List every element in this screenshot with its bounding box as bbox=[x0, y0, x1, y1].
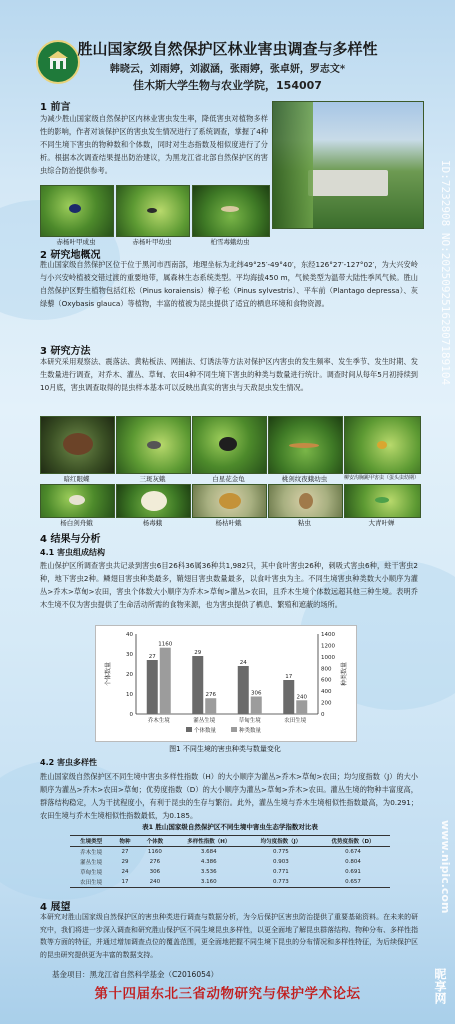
ecological-index-table bbox=[70, 835, 390, 888]
moth-shape bbox=[69, 495, 85, 505]
table-header-cell: 生境类型 bbox=[80, 839, 103, 845]
y-tick-label-left: 0 bbox=[129, 712, 133, 718]
table-cell: 3.536 bbox=[200, 869, 217, 875]
x-tick-label: 乔木生境 bbox=[147, 718, 170, 724]
tree-foliage bbox=[273, 102, 313, 228]
photo-moth bbox=[116, 416, 191, 474]
table-row bbox=[70, 867, 390, 877]
table-row bbox=[70, 847, 390, 858]
table-cell: 乔木生境 bbox=[80, 850, 103, 856]
caterpillar-shape bbox=[221, 206, 239, 212]
y-axis-right-title: 种类数量 bbox=[341, 661, 348, 687]
data-label: 276 bbox=[205, 692, 216, 699]
chart-caption: 图1 不同生境的害虫种类与数量变化 bbox=[169, 745, 281, 753]
table-cell: 0.804 bbox=[345, 859, 361, 865]
table-cell: 1160 bbox=[147, 849, 162, 855]
bar-individual-count bbox=[283, 680, 294, 714]
table-header-row bbox=[70, 836, 390, 847]
legend-swatch bbox=[186, 727, 192, 732]
data-label: 1160 bbox=[158, 641, 173, 648]
chart-canvas bbox=[96, 626, 356, 741]
y-axis-left-title: 个体数量 bbox=[105, 661, 112, 687]
table-cell: 3.684 bbox=[200, 849, 217, 855]
photo-caption: 大青叶蝉 bbox=[368, 519, 395, 527]
photo-alder-leaf-beetle-adult bbox=[40, 185, 114, 237]
table-cell: 0.771 bbox=[273, 869, 289, 875]
diversity-paragraph: 胜山国家级自然保护区不同生境中害虫多样性指数（H）的大小顺序为灌丛>乔木>草甸>农田；均匀度指数（J）的大小顺序为灌丛>乔木>农田>草甸；优势度指数（D）的大小顺序为灌丛>草甸>乔木>农田。灌丛生境的物种丰富度高，群落结构稳定，人为干扰程度小，有利于昆虫的生存与繁衍。此外，灌丛生境与乔木生境相似性指数最高，为0.291；农田生境与乔木生境相似性指数最低，为0.185。 bbox=[40, 772, 418, 820]
table-cell: 草甸生境 bbox=[80, 870, 103, 876]
table-cell: 0.691 bbox=[345, 869, 361, 875]
methods-paragraph: 本研究采用观察法、震落法、黄粘板法、网捕法、灯诱法等方法对保护区内害虫的发生频率、发生季节、发生时期、发生数量进行调查，对乔木、灌丛、草甸、农田4种不同生境下害虫的种类与数量进行统计。调查时间从每年5月初持续到10月底，害虫调查取得的昆虫样本基本可以反映出真实的害虫与天敌昆虫发生情况。 bbox=[40, 357, 418, 392]
table-cell: 24 bbox=[121, 869, 129, 875]
photo-caption: 柏雪毒蛾幼虫 bbox=[210, 238, 250, 246]
y-tick-label-right: 800 bbox=[321, 666, 332, 673]
bar-species-count bbox=[251, 697, 262, 714]
table-cell: 3.160 bbox=[200, 879, 217, 885]
photo-dagger-moth-larva bbox=[268, 416, 343, 474]
table-header-cell: 多样性指数（H） bbox=[187, 839, 231, 845]
y-tick-label-left: 40 bbox=[126, 632, 133, 638]
stone-monument bbox=[308, 170, 388, 196]
table-header-cell: 物种 bbox=[119, 839, 131, 845]
photo-moth-larva bbox=[192, 185, 270, 237]
table-row bbox=[70, 877, 390, 888]
data-label: 29 bbox=[194, 650, 202, 656]
photo-ringlet-butterfly bbox=[40, 416, 115, 474]
photo-caption: 桃剑纹夜蛾幼虫 bbox=[281, 475, 328, 483]
table-cell: 灌丛生境 bbox=[80, 860, 103, 866]
data-label: 24 bbox=[239, 660, 247, 666]
table-cell: 17 bbox=[121, 879, 129, 885]
data-label: 17 bbox=[285, 674, 293, 680]
table-cell: 农田生境 bbox=[80, 880, 103, 886]
photo-flower-chafer bbox=[192, 416, 267, 474]
y-tick-label-right: 200 bbox=[321, 700, 332, 707]
photo-tussock-moth bbox=[116, 484, 191, 518]
photo-armyworm bbox=[268, 484, 343, 518]
section-heading-methods: 3 研究方法 bbox=[40, 346, 91, 357]
watermark-id: ID:7232908 NO:20250925162807189104 bbox=[439, 160, 452, 386]
bar-individual-count bbox=[147, 660, 158, 714]
x-tick-label: 农田生境 bbox=[284, 718, 307, 724]
table-cell: 0.674 bbox=[345, 849, 361, 855]
photo-caption: 白星花金龟 bbox=[212, 475, 245, 483]
beetle-shape bbox=[377, 441, 387, 449]
data-label: 240 bbox=[296, 694, 307, 701]
photo-caption: 赤杨叶甲成虫 bbox=[56, 238, 96, 246]
watermark-brand: 昵享网 bbox=[433, 968, 447, 1004]
photo-leafhopper bbox=[344, 484, 421, 518]
bar-species-count bbox=[205, 698, 216, 714]
y-tick-label-right: 1200 bbox=[321, 643, 335, 650]
table-cell: 240 bbox=[149, 879, 161, 885]
funding-note: 基金项目：黑龙江省自然科学基金（C2016054） bbox=[52, 970, 219, 979]
x-tick-label: 灌丛生境 bbox=[193, 718, 216, 724]
legend-label: 个体数量 bbox=[194, 728, 217, 734]
y-tick-label-left: 30 bbox=[126, 652, 133, 658]
subsection-heading-diversity: 4.2 害虫多样性 bbox=[40, 758, 97, 767]
section-heading-study-area: 2 研究地概况 bbox=[40, 250, 101, 261]
larva-shape bbox=[289, 443, 319, 448]
chafer-shape bbox=[219, 437, 237, 451]
photo-caption: 杨白剑舟蛾 bbox=[60, 519, 93, 527]
photo-caption: 赤杨叶甲幼虫 bbox=[132, 238, 172, 246]
legend-swatch bbox=[231, 727, 237, 732]
table-cell: 306 bbox=[149, 869, 161, 875]
moth-shape bbox=[299, 493, 313, 509]
y-tick-label-left: 10 bbox=[126, 692, 133, 698]
y-tick-label-right: 400 bbox=[321, 689, 332, 696]
reserve-monument-photo bbox=[272, 101, 424, 229]
moth-shape bbox=[147, 441, 161, 449]
moth-shape bbox=[219, 493, 241, 509]
section-heading-intro: 1 前言 bbox=[40, 102, 71, 113]
photo-flea-beetle bbox=[344, 416, 421, 474]
bar-individual-count bbox=[238, 666, 249, 714]
y-tick-label-right: 1400 bbox=[321, 632, 335, 638]
photo-alder-leaf-beetle-larva bbox=[116, 185, 190, 237]
photo-caption: 暗红眼蝶 bbox=[63, 475, 90, 483]
table-cell: 4.386 bbox=[200, 859, 217, 865]
photo-caption: 柳安沟胸跳甲害虫（蛋头虫幼期） bbox=[344, 475, 420, 481]
larva-shape bbox=[147, 208, 157, 213]
table-cell: 0.773 bbox=[273, 879, 289, 885]
data-label: 306 bbox=[251, 690, 262, 697]
section-heading-outlook: 4 展望 bbox=[40, 902, 71, 913]
photo-prominent-moth bbox=[40, 484, 115, 518]
table-cell: 0.903 bbox=[273, 859, 289, 865]
photo-lappet-moth bbox=[192, 484, 267, 518]
legend-label: 种类数量 bbox=[239, 728, 262, 734]
composition-paragraph: 胜山保护区所调查害虫共记录到害虫6目26科36属36种共1,982只，其中食叶害虫26种，刺吸式害虫6种，蛀干害虫2种，地下害虫2种。鳞翅目害虫种类最多，鞘翅目害虫数量最多，以食叶害虫为主。不同生境害虫种类数大小顺序为灌丛>乔木>草甸>农田，害虫个体数大小顺序为乔木>草甸>灌丛>农田，且乔木生境个体数远超其他三种生境。表明乔木生境不仅为害虫提供了生命活动所需的食物来源，也为害虫提供了栖息、繁殖和遮蔽的场所。 bbox=[40, 561, 418, 609]
poster-title: 胜山国家级自然保护区林业害虫调查与多样性 bbox=[77, 40, 378, 58]
table-caption: 表1 胜山国家级自然保护区不同生境中害虫生态学指数对比表 bbox=[142, 823, 318, 831]
table-cell: 29 bbox=[121, 859, 129, 865]
data-label: 27 bbox=[148, 654, 156, 660]
y-tick-label-right: 1000 bbox=[321, 654, 335, 661]
subsection-heading-composition: 4.1 害虫组成结构 bbox=[40, 548, 105, 557]
bar-species-count bbox=[296, 700, 307, 714]
y-tick-label-left: 20 bbox=[126, 672, 133, 678]
section-heading-results: 4 结果与分析 bbox=[40, 534, 101, 545]
author-list: 韩晓云，刘雨婷，刘淑涵，张雨婷，张卓妍，罗志文* bbox=[109, 64, 346, 75]
conference-banner: 第十四届东北三省动物研究与保护学术论坛 bbox=[94, 986, 361, 1002]
table-cell: 276 bbox=[149, 859, 161, 865]
bar-species-count bbox=[160, 648, 171, 714]
y-tick-label-right: 600 bbox=[321, 677, 332, 684]
photo-caption: 粘虫 bbox=[298, 519, 311, 527]
table-header-cell: 个体数 bbox=[146, 839, 164, 845]
table-row bbox=[70, 857, 390, 867]
species-bar-chart bbox=[95, 625, 357, 742]
butterfly-shape bbox=[63, 433, 93, 455]
photo-caption: 杨枯叶蛾 bbox=[215, 519, 242, 527]
table-cell: 0.657 bbox=[345, 879, 361, 885]
table-header-cell: 均匀度指数（J） bbox=[260, 839, 302, 845]
outlook-paragraph: 本研究对胜山国家级自然保护区的害虫种类进行调查与数据分析，为今后保护区害虫防治提供了重要基础资料。在未来的研究中，我们将进一步深入调查和研究胜山保护区不同生境昆虫多样性，以更全面地了解昆虫群落结构、物种分布、多样性指数等方面的特征，并通过增加调查点位的覆盖范围，更全面地把握不同生境下昆虫的分布情况和多样性特征，为后续保护区的昆虫研究提供更为丰富的数据支持。 bbox=[40, 913, 418, 959]
photo-caption: 杨毒蛾 bbox=[142, 519, 163, 527]
affiliation: 佳木斯大学生物与农业学院，154007 bbox=[133, 79, 322, 92]
moth-shape bbox=[141, 491, 167, 511]
intro-paragraph: 为减少胜山国家级自然保护区内林业害虫发生率，降低害虫对植物多样性的影响，作者对该保护区的害虫发生情况进行了系统调查，掌握了4种不同生境下害虫的物种数和个体数，同时对生态指数及相似度进行了分析。根据本次调查结果提出防治建议，为黑龙江省北部自然保护区的害虫综合防治提供参考。 bbox=[40, 114, 268, 175]
leafhopper-shape bbox=[375, 497, 389, 503]
study-area-paragraph: 胜山国家级自然保护区位于位于黑河市西南部，地理坐标为北纬49°25′-49°40′，东经126°27′-127°02′，为大兴安岭与小兴安岭植被交错过渡的重要地带，属森林生态系统类型。平均海拔450 m，气候类型为温带大陆性季风气候。胜山自然保护区野生植物包括红松（Pinus koraiensis）樟子松（Pinus sylvestris）、平车前（Plantago depressa）、灰绿藜（Oxybasis glauca）等植物，丰富的植被为昆虫提供了适宜的栖息环境和食物资源。 bbox=[40, 260, 418, 308]
bar-individual-count bbox=[192, 656, 203, 714]
watermark-site: www.nipic.com bbox=[439, 820, 452, 914]
photo-caption: 三斑灰蛾 bbox=[139, 475, 166, 483]
beetle-shape bbox=[69, 204, 81, 213]
y-tick-label-right: 0 bbox=[321, 712, 325, 718]
table-cell: 27 bbox=[121, 849, 129, 855]
table-cell: 0.775 bbox=[273, 849, 289, 855]
x-tick-label: 草甸生境 bbox=[238, 718, 261, 724]
table-header-cell: 优势度指数（D） bbox=[331, 839, 375, 845]
